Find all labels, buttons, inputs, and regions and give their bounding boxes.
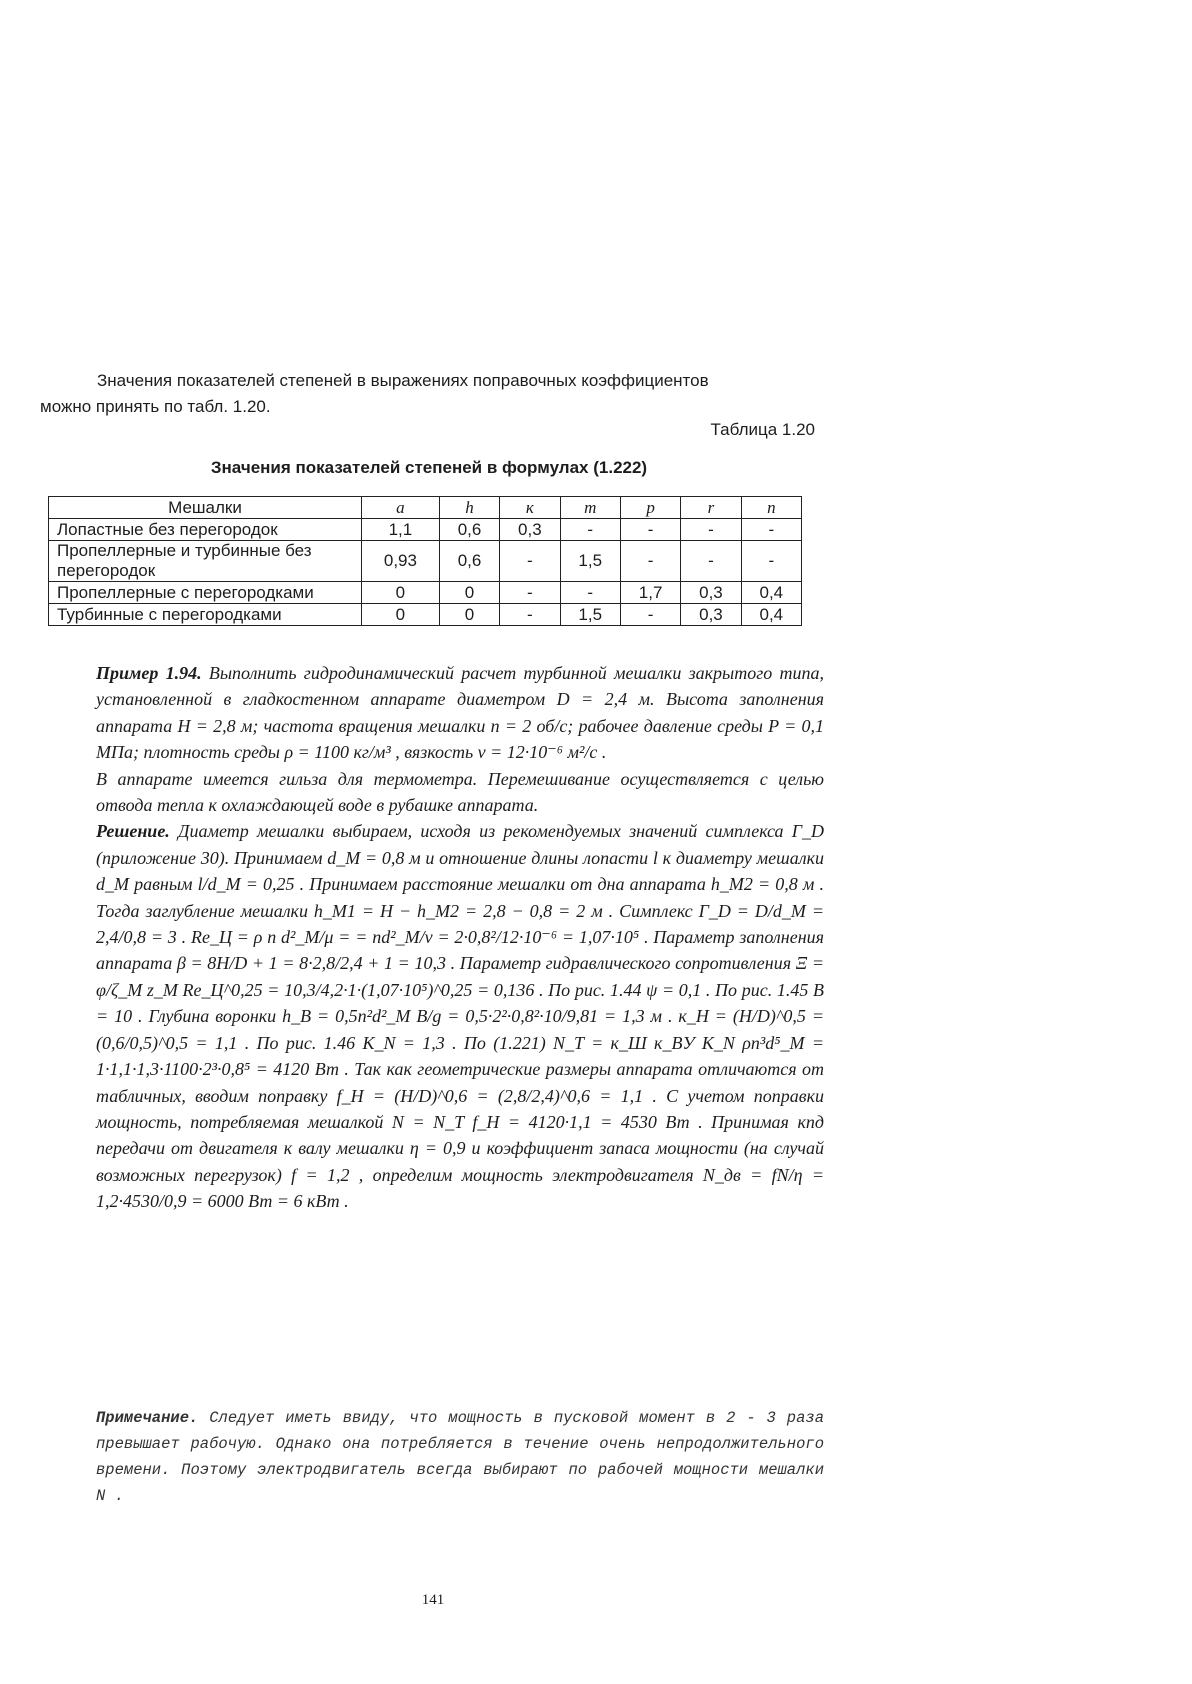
header-cell: r: [681, 497, 741, 519]
header-cell: m: [560, 497, 620, 519]
page-number: 141: [421, 1592, 445, 1608]
coefficients-table: [48, 496, 802, 626]
example-label: Пример 1.94.: [96, 663, 202, 683]
table-title: Значения показателей степеней в формулах (1.222): [210, 458, 648, 477]
table-row: [49, 582, 802, 604]
table-cell: 0,3: [681, 582, 741, 604]
table-cell: 0,4: [741, 582, 801, 604]
table-cell: 0: [439, 604, 499, 626]
example-body: [96, 660, 824, 1215]
example-paragraph: [96, 660, 824, 766]
table-cell: 0,6: [439, 519, 499, 541]
table-cell: -: [620, 541, 680, 582]
table-cell: 0: [439, 582, 499, 604]
table-cell: -: [500, 604, 560, 626]
table-cell: 0,4: [741, 604, 801, 626]
table-row: [49, 604, 802, 626]
table-cell: 0: [362, 582, 440, 604]
table-row: [49, 541, 802, 582]
table-cell: -: [500, 582, 560, 604]
table-cell: -: [741, 519, 801, 541]
table-cell: -: [681, 541, 741, 582]
table-cell: -: [741, 541, 801, 582]
table-cell: 0,3: [681, 604, 741, 626]
table-cell: 1,5: [560, 541, 620, 582]
table-cell: 0,93: [362, 541, 440, 582]
header-cell: Мешалки: [49, 497, 362, 519]
note-label: Примечание.: [96, 1409, 199, 1427]
solution-label: Решение.: [96, 821, 170, 842]
header-cell: p: [620, 497, 680, 519]
table-cell: 1,5: [560, 604, 620, 626]
table-cell: 0: [362, 604, 440, 626]
intro-line-2: можно принять по табл. 1.20.: [40, 397, 271, 416]
table-cell: 0,3: [500, 519, 560, 541]
example-paragraph-2: В аппарате имеется гильза для термометра. Перемешивание осуществляется с целью отвода тепла к охлаждающей воде в рубашке аппарата.: [96, 768, 824, 816]
table-header-row: [49, 497, 802, 519]
solution-text: Диаметр мешалки выбираем, исходя из рекомендуемых значений симплекса Γ_D (приложение 30). Принимаем d_M = 0,8 м и отношение длины лопасти l к диаметру мешалки d_M равным l/d_M = 0,25 . Принимаем расстояние мешалки от дна аппарата h_M2 = 0,8 м . Тогда заглубление мешалки h_M1 = H − h_M2 = 2,8 − 0,8 = 2 м . Симплекс Γ_D = D/d_M = 2,4/0,8 = 3 . Re_Ц = ρ n d²_M/μ = = nd²_M/ν = 2·0,8²/12·10⁻⁶ = 1,07·10⁵ . Параметр заполнения аппарата β = 8H/D + 1 = 8·2,8/2,4 + 1 = 10,3 . Параметр гидравлического сопротивления Ξ = φ/ζ_M z_M Re_Ц^0,25 = 10,3/4,2·1·(1,07·10⁵)^0,25 = 0,136 . По рис. 1.44 ψ = 0,1 . По рис. 1.45 B = 10 . Глубина воронки h_B = 0,5n²d²_M B/g = 0,5·2²·0,8²·10/9,81 = 1,3 м . к_H = (H/D)^0,5 = (0,6/0,5)^0,5 = 1,1 . По рис. 1.46 K_N = 1,3 . По (1.221) N_T = к_Ш к_BУ K_N ρn³d⁵_M = 1·1,1·1,3·1100·2³·0,8⁵ = 4120 Вт . Так как геометрические размеры аппарата отличаются от табличных, вводим поправку f_H = (H/D)^0,6 = (2,8/2,4)^0,6 = 1,1 . С учетом поправки мощность, потребляемая мешалкой N = N_T f_H = 4120·1,1 = 4530 Вт . Принимая кпд передачи от двигателя к валу мешалки η = 0,9 и коэффициент запаса мощности (на случай возможных перегрузок) f = 1,2 , определим мощность электродвигателя N_дв = fN/η = 1,2·4530/0,9 = 6000 Вт = 6 кВт .: [96, 821, 825, 1212]
table-cell: 1,1: [362, 519, 440, 541]
solution-paragraph: [96, 818, 824, 1214]
table-cell: Лопастные без перегородок: [49, 519, 362, 541]
table-cell: -: [500, 541, 560, 582]
header-cell: n: [741, 497, 801, 519]
table-cell: Турбинные с перегородками: [49, 604, 362, 626]
note-paragraph: [96, 1405, 824, 1509]
table-label: Таблица 1.20: [710, 420, 815, 439]
table-cell: -: [620, 604, 680, 626]
table-cell: Пропеллерные и турбинные без перегородок: [49, 541, 362, 582]
table-cell: -: [560, 519, 620, 541]
table-cell: -: [620, 519, 680, 541]
example-text: Выполнить гидродинамический расчет турбинной мешалки закрытого типа, установленной в гладкостенном аппарате диаметром D = 2,4 м. Высота заполнения аппарата H = 2,8 м; частота вращения мешалки n = 2 об/с; рабочее давление среды P = 0,1 МПа; плотность среды ρ = 1100 кг/м³ , вязкость ν = 12·10⁻⁶ м²/с .: [96, 663, 824, 763]
header-cell: a: [362, 497, 440, 519]
table-cell: -: [681, 519, 741, 541]
note-text: Следует иметь ввиду, что мощность в пусковой момент в 2 - 3 раза превышает рабочую. Однако она потребляется в течение очень непродолжительного времени. Поэтому электродвигатель всегда выбирают по рабочей мощности мешалки N .: [96, 1409, 824, 1505]
intro-line-1: Значения показателей степеней в выражениях поправочных коэффициентов: [97, 371, 709, 390]
header-cell: h: [439, 497, 499, 519]
table-cell: Пропеллерные с перегородками: [49, 582, 362, 604]
table-cell: 0,6: [439, 541, 499, 582]
table-cell: -: [560, 582, 620, 604]
table-cell: 1,7: [620, 582, 680, 604]
table-row: [49, 519, 802, 541]
intro-paragraph: [40, 368, 820, 420]
header-cell: к: [500, 497, 560, 519]
